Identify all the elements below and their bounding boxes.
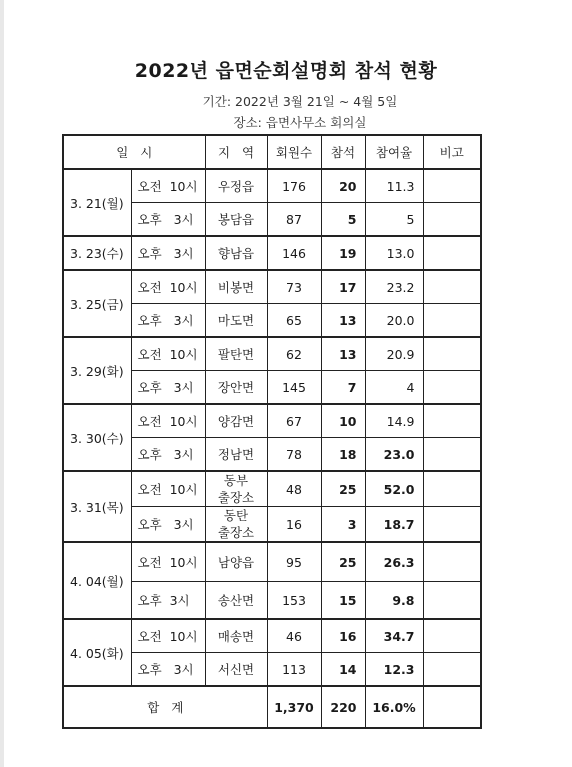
document-title: 2022년 읍면순회설명회 참석 현황: [134, 60, 438, 82]
page-edge: [0, 0, 4, 767]
total-row: [63, 686, 481, 728]
rate-cell: 5: [365, 203, 423, 237]
rate-cell: 34.7: [365, 619, 423, 653]
date-cell: 3. 30(수): [63, 404, 131, 471]
region-cell: 마도면: [205, 304, 267, 338]
region-cell: 팔탄면: [205, 337, 267, 371]
time-cell: 오전 10시: [131, 404, 205, 438]
note-cell: [423, 582, 481, 620]
attend-cell: 15: [321, 582, 365, 620]
time-cell: 오전 10시: [131, 542, 205, 582]
time-cell: 오전 10시: [131, 619, 205, 653]
rate-cell: 20.0: [365, 304, 423, 338]
members-cell: 153: [267, 582, 321, 620]
rate-cell: 12.3: [365, 653, 423, 687]
table-row: [63, 542, 481, 582]
note-cell: [423, 304, 481, 338]
time-cell: 오후 3시: [131, 653, 205, 687]
members-cell: 176: [267, 169, 321, 203]
attend-cell: 13: [321, 337, 365, 371]
members-cell: 78: [267, 438, 321, 472]
attend-cell: 10: [321, 404, 365, 438]
region-cell: 봉담읍: [205, 203, 267, 237]
attend-cell: 25: [321, 542, 365, 582]
members-cell: 62: [267, 337, 321, 371]
region-cell: 서신면: [205, 653, 267, 687]
header-rate: 참여율: [365, 135, 423, 169]
time-cell: 오전 10시: [131, 471, 205, 507]
place-text: 장소: 읍면사무소 회의실: [233, 115, 367, 130]
members-cell: 73: [267, 270, 321, 304]
attend-cell: 25: [321, 471, 365, 507]
date-cell: 4. 05(화): [63, 619, 131, 686]
date-cell: 3. 25(금): [63, 270, 131, 337]
note-cell: [423, 203, 481, 237]
note-cell: [423, 236, 481, 270]
attend-cell: 3: [321, 507, 365, 543]
date-cell: 4. 04(월): [63, 542, 131, 619]
attend-cell: 19: [321, 236, 365, 270]
attend-cell: 14: [321, 653, 365, 687]
rate-cell: 52.0: [365, 471, 423, 507]
region-cell: 송산면: [205, 582, 267, 620]
time-cell: 오후 3시: [131, 507, 205, 543]
table-row: [63, 471, 481, 507]
table-row: [63, 169, 481, 203]
period-text: 기간: 2022년 3월 21일 ~ 4월 5일: [202, 94, 398, 109]
time-cell: 오후 3시: [131, 582, 205, 620]
note-cell: [423, 619, 481, 653]
table-row: [63, 404, 481, 438]
table-row: [63, 337, 481, 371]
header-date: 일 시: [63, 135, 205, 169]
attend-cell: 16: [321, 619, 365, 653]
region-cell: 정남면: [205, 438, 267, 472]
attend-cell: 5: [321, 203, 365, 237]
total-label: 합 계: [63, 686, 267, 728]
total-attend: 220: [321, 686, 365, 728]
attend-cell: 13: [321, 304, 365, 338]
members-cell: 67: [267, 404, 321, 438]
note-cell: [423, 337, 481, 371]
region-line-1: 동탄: [223, 508, 249, 523]
time-cell: 오후 3시: [131, 438, 205, 472]
time-cell: 오후 3시: [131, 304, 205, 338]
attend-cell: 20: [321, 169, 365, 203]
rate-cell: 23.0: [365, 438, 423, 472]
members-cell: 46: [267, 619, 321, 653]
date-cell: 3. 31(목): [63, 471, 131, 542]
total-rate: 16.0%: [365, 686, 423, 728]
note-cell: [423, 438, 481, 472]
note-cell: [423, 471, 481, 507]
time-cell: 오전 10시: [131, 169, 205, 203]
rate-cell: 4: [365, 371, 423, 405]
note-cell: [423, 169, 481, 203]
attend-cell: 18: [321, 438, 365, 472]
date-cell: 3. 23(수): [63, 236, 131, 270]
date-cell: 3. 21(월): [63, 169, 131, 236]
total-note: [423, 686, 481, 728]
region-line-2: 출장소: [217, 525, 255, 540]
members-cell: 87: [267, 203, 321, 237]
members-cell: 145: [267, 371, 321, 405]
table-header-row: [63, 135, 481, 169]
members-cell: 146: [267, 236, 321, 270]
region-cell: [205, 507, 267, 543]
rate-cell: 14.9: [365, 404, 423, 438]
attend-cell: 7: [321, 371, 365, 405]
rate-cell: 23.2: [365, 270, 423, 304]
table-row: [63, 270, 481, 304]
region-cell: 우정읍: [205, 169, 267, 203]
table-row: [63, 236, 481, 270]
total-members: 1,370: [267, 686, 321, 728]
attend-cell: 17: [321, 270, 365, 304]
region-cell: 향남읍: [205, 236, 267, 270]
region-cell: 양감면: [205, 404, 267, 438]
rate-cell: 11.3: [365, 169, 423, 203]
region-line-2: 출장소: [217, 490, 255, 505]
rate-cell: 26.3: [365, 542, 423, 582]
time-cell: 오전 10시: [131, 270, 205, 304]
header-attend: 참석: [321, 135, 365, 169]
table-row: [63, 619, 481, 653]
time-cell: 오후 3시: [131, 371, 205, 405]
members-cell: 95: [267, 542, 321, 582]
note-cell: [423, 507, 481, 543]
region-line-1: 동부: [223, 473, 249, 488]
note-cell: [423, 542, 481, 582]
members-cell: 48: [267, 471, 321, 507]
time-cell: 오후 3시: [131, 236, 205, 270]
region-cell: 비봉면: [205, 270, 267, 304]
header-note: 비고: [423, 135, 481, 169]
region-cell: 매송면: [205, 619, 267, 653]
time-cell: 오후 3시: [131, 203, 205, 237]
rate-cell: 13.0: [365, 236, 423, 270]
region-cell: 장안면: [205, 371, 267, 405]
note-cell: [423, 404, 481, 438]
header-members: 회원수: [267, 135, 321, 169]
region-cell: [205, 471, 267, 507]
date-cell: 3. 29(화): [63, 337, 131, 404]
members-cell: 16: [267, 507, 321, 543]
region-cell: 남양읍: [205, 542, 267, 582]
note-cell: [423, 270, 481, 304]
note-cell: [423, 653, 481, 687]
time-cell: 오전 10시: [131, 337, 205, 371]
members-cell: 113: [267, 653, 321, 687]
rate-cell: 9.8: [365, 582, 423, 620]
header-region: 지 역: [205, 135, 267, 169]
rate-cell: 20.9: [365, 337, 423, 371]
members-cell: 65: [267, 304, 321, 338]
rate-cell: 18.7: [365, 507, 423, 543]
note-cell: [423, 371, 481, 405]
attendance-table: [62, 134, 482, 729]
